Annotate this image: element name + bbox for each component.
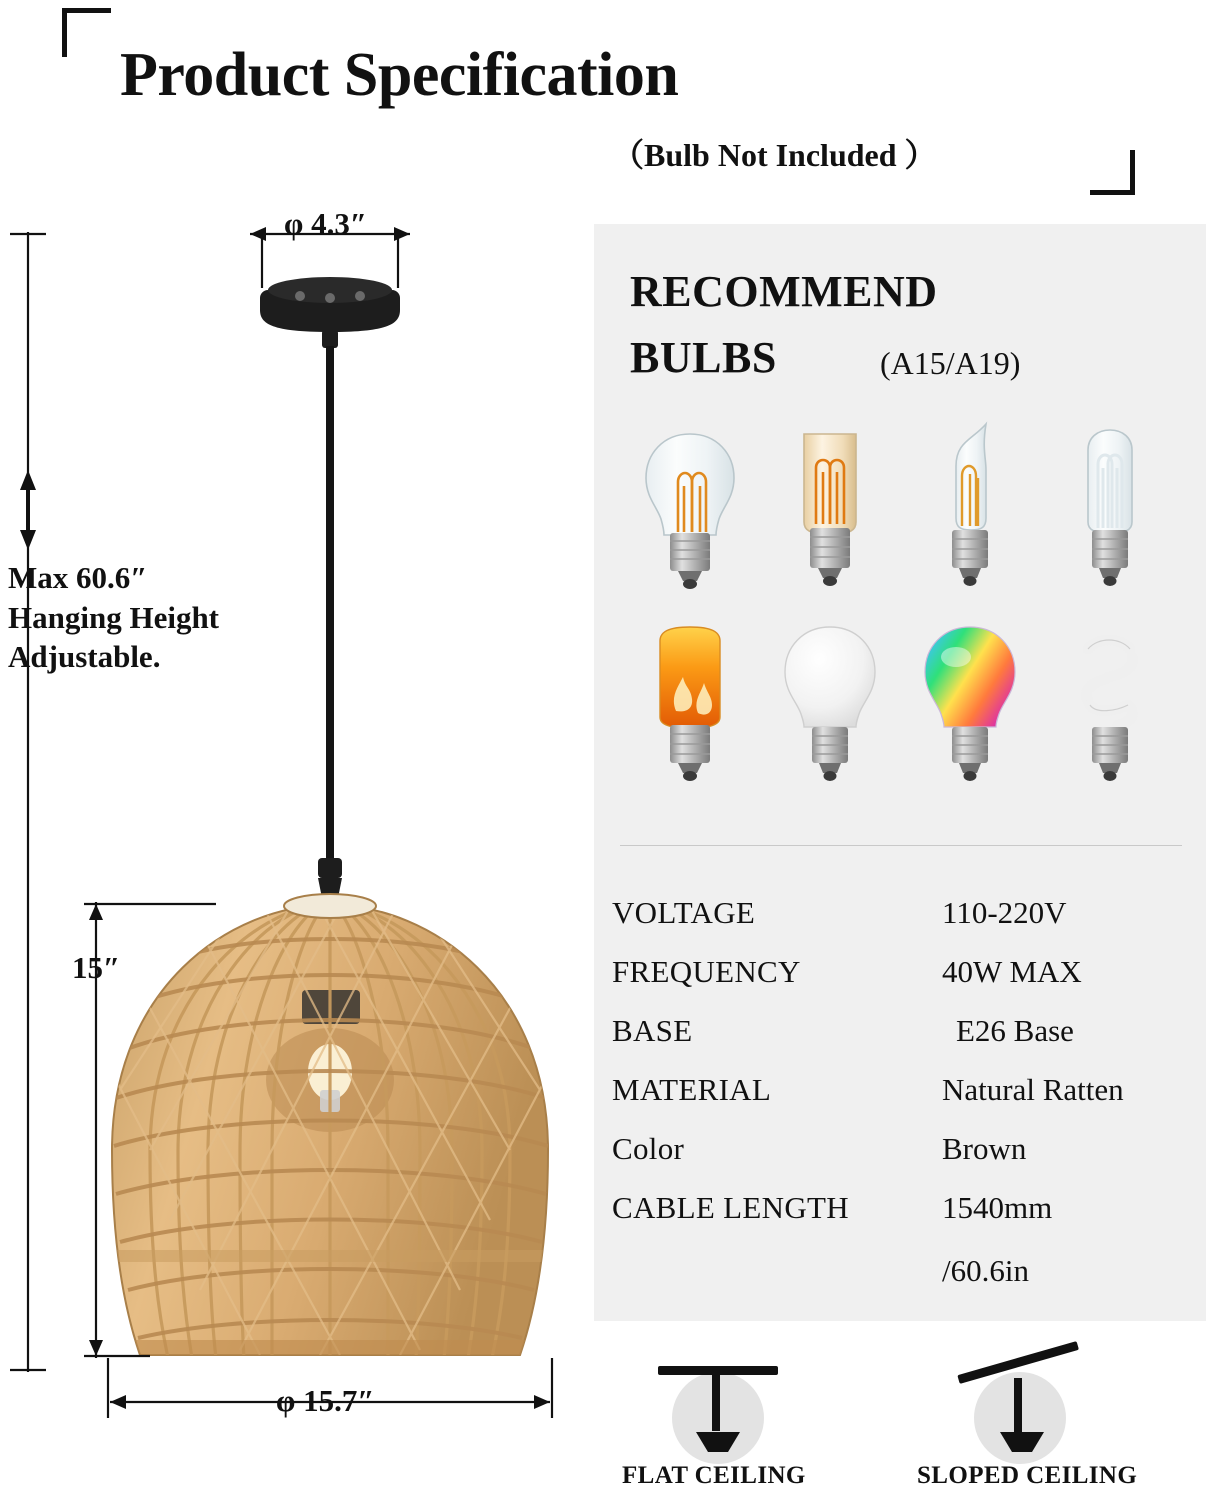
spec-value: Natural Ratten — [942, 1072, 1124, 1107]
spec-key: FREQUENCY — [612, 954, 801, 989]
rgb-smart-bulb-icon — [900, 615, 1040, 805]
recommend-heading-line2: BULBS — [630, 333, 777, 382]
flat-ceiling-label: FLAT CEILING — [622, 1462, 806, 1489]
corner-bracket-top-left — [62, 8, 111, 57]
ceiling-canopy — [260, 277, 400, 348]
spec-key: BASE — [612, 1013, 693, 1048]
filament-t45-bulb-icon — [760, 420, 900, 610]
filament-tubular-bulb-icon — [1040, 420, 1180, 610]
shade-diameter-label: φ 15.7″ — [276, 1383, 375, 1418]
filament-flame-tip-candle-bulb-icon — [900, 420, 1040, 610]
product-dimension-diagram — [0, 190, 594, 1480]
spec-value: 40W MAX — [942, 954, 1082, 989]
table-row — [612, 1072, 1192, 1131]
spec-value: 110-220V — [942, 895, 1067, 930]
panel-divider — [620, 845, 1182, 846]
rattan-shade — [100, 890, 560, 1358]
specification-table — [612, 895, 1192, 1249]
spec-key: CABLE LENGTH — [612, 1190, 849, 1225]
shade-height-label: 15″ — [72, 950, 121, 985]
frosted-led-bulb-icon — [760, 615, 900, 805]
table-row — [612, 1131, 1192, 1190]
bulb-grid — [620, 420, 1180, 800]
corner-bracket-top-right — [1090, 150, 1135, 195]
page-subtitle: （Bulb Not Included ） — [612, 137, 937, 173]
spec-key: Color — [612, 1131, 685, 1166]
table-row — [612, 1190, 1192, 1249]
table-row — [612, 954, 1192, 1013]
filament-a19-bulb-icon — [620, 420, 760, 610]
spec-value: E26 Base — [956, 1013, 1074, 1048]
canopy-diameter-label: φ 4.3″ — [284, 206, 367, 241]
recommend-bulb-types: (A15/A19) — [880, 345, 1021, 381]
cfl-spiral-bulb-icon — [1040, 615, 1180, 805]
sloped-ceiling-icon — [957, 1341, 1079, 1464]
cord-grip — [318, 858, 342, 878]
table-row — [612, 1013, 1192, 1072]
page-title: Product Specification — [120, 41, 679, 109]
spec-key: VOLTAGE — [612, 895, 756, 930]
table-row — [612, 895, 1192, 954]
flame-effect-bulb-icon — [620, 615, 760, 805]
spec-value: 1540mm — [942, 1190, 1053, 1225]
flat-ceiling-icon — [658, 1366, 778, 1464]
recommend-heading-line1: RECOMMEND — [630, 267, 938, 316]
spec-key: MATERIAL — [612, 1072, 772, 1107]
hanging-height-label: Max 60.6″ Hanging Height Adjustable. — [8, 560, 220, 675]
spec-value-cable-length-continued: /60.6in — [942, 1253, 1029, 1288]
sloped-ceiling-label: SLOPED CEILING — [917, 1462, 1138, 1489]
spec-value: Brown — [942, 1131, 1027, 1166]
